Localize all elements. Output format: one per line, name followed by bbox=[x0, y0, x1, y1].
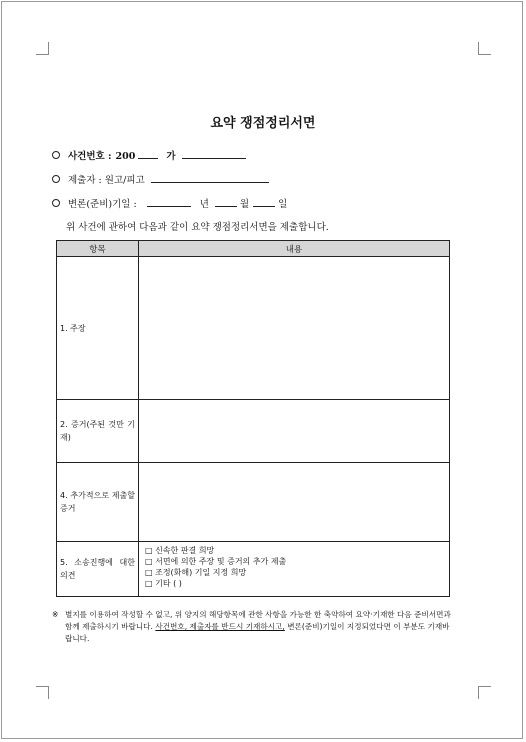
intro-text: 위 사건에 관하여 다음과 같이 요약 쟁점정리서면을 제출합니다. bbox=[66, 222, 329, 233]
submitter-blank[interactable] bbox=[151, 173, 269, 183]
hearing-day-unit: 일 bbox=[278, 199, 288, 210]
case-number-blank[interactable] bbox=[182, 149, 246, 159]
submitter-line bbox=[52, 172, 272, 186]
circle-bullet-icon bbox=[52, 175, 60, 183]
row-content-cell[interactable] bbox=[139, 257, 450, 400]
header-item: 항목 bbox=[57, 241, 139, 257]
case-number-year: 200 bbox=[115, 151, 136, 162]
hearing-date-label: 변론(준비)기일 : bbox=[68, 199, 137, 210]
crop-mark-top-right bbox=[478, 42, 491, 55]
row-label: 1. 주장 bbox=[57, 257, 139, 400]
option-other[interactable]: □ 기타 ( ) bbox=[145, 579, 182, 588]
hearing-day-blank[interactable] bbox=[253, 197, 275, 207]
hearing-month-blank[interactable] bbox=[215, 197, 237, 207]
case-number-ga: 가 bbox=[166, 151, 176, 162]
row-label: 5. 소송진행에 대한 의견 bbox=[57, 542, 139, 597]
footnote-text-1: 별지를 이용하여 작성할 수 없고, 위 양지의 해당항목에 관한 사항을 가능한 한 축약하여 요약·기재한 다음 준비서면과 함께 제출하시기 바랍니다. bbox=[65, 610, 451, 631]
table-row bbox=[57, 257, 450, 400]
table-row bbox=[57, 463, 450, 542]
table-row bbox=[57, 542, 450, 597]
row-content-cell[interactable] bbox=[139, 400, 450, 463]
circle-bullet-icon bbox=[52, 199, 60, 207]
row-options-cell bbox=[139, 542, 450, 597]
circle-bullet-icon bbox=[52, 151, 60, 159]
footnote-text-2: 변론(준비)기일이 지정되었다면 이 부분도 기재바랍니다. bbox=[65, 622, 450, 643]
option-mediation-date[interactable]: □ 조정(화해) 기일 지정 희망 bbox=[145, 568, 247, 577]
hearing-year-blank[interactable] bbox=[147, 197, 191, 207]
hearing-year-unit: 년 bbox=[199, 199, 209, 210]
option-additional-submission[interactable]: □ 서면에 의한 주장 및 증거의 추가 제출 bbox=[145, 557, 287, 566]
crop-mark-bottom-right bbox=[478, 686, 491, 699]
case-year-blank[interactable] bbox=[138, 149, 158, 159]
case-number-label: 사건번호 : bbox=[68, 151, 112, 162]
case-number-line bbox=[52, 148, 249, 162]
row-content-cell[interactable] bbox=[139, 463, 450, 542]
reference-mark-icon: ※ bbox=[52, 610, 59, 619]
table-header-row bbox=[57, 241, 450, 257]
row-label: 4. 추가적으로 제출할 증거 bbox=[57, 463, 139, 542]
footnote bbox=[52, 609, 452, 645]
header-content: 내용 bbox=[139, 241, 450, 257]
row-label: 2. 증거(주된 것만 기재) bbox=[57, 400, 139, 463]
hearing-month-unit: 월 bbox=[239, 199, 250, 210]
option-speedy-judgment[interactable]: □ 신속한 판결 희망 bbox=[145, 546, 215, 555]
footnote-text-underlined: 사건번호, 제출자를 반드시 기재하시고, bbox=[155, 622, 285, 631]
hearing-date-line bbox=[52, 196, 287, 210]
crop-mark-top-left bbox=[36, 42, 49, 55]
submitter-label: 제출자 : 원고/피고 bbox=[68, 175, 145, 186]
document-title: 요약 쟁점정리서면 bbox=[210, 116, 316, 131]
crop-mark-bottom-left bbox=[36, 686, 49, 699]
issue-summary-table bbox=[56, 240, 450, 597]
table-row bbox=[57, 400, 450, 463]
